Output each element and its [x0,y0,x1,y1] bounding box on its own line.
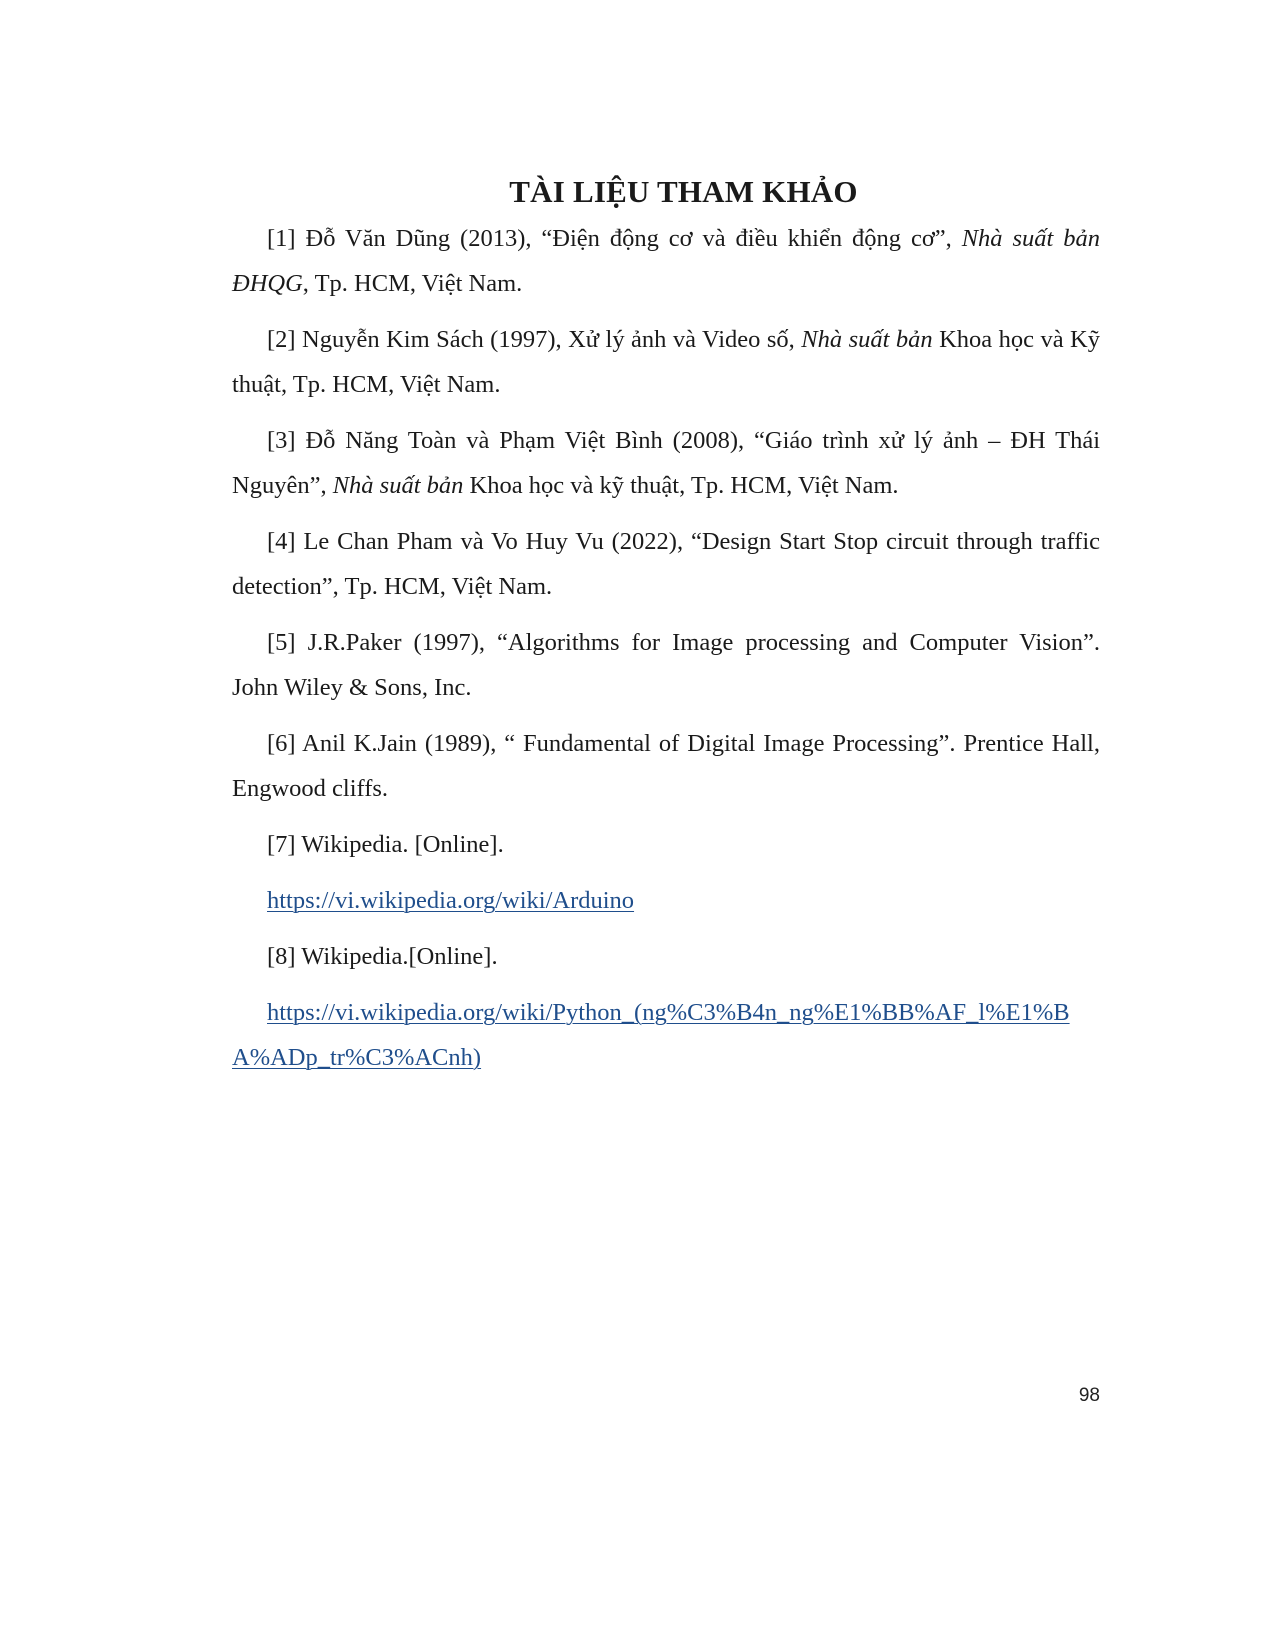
reference-text: Le Chan Pham và Vo Huy Vu (2022), “Design Start Stop circuit through traffic detection”, Tp. HCM, Việt Nam. [232,528,1100,600]
reference-label: [4] [267,528,296,555]
reference-list [232,216,1113,1091]
reference-label: [7] [267,831,296,858]
reference-label: [2] [267,326,296,353]
reference-text: Wikipedia. [Online]. [295,831,504,858]
page-title: TÀI LIỆU THAM KHẢO [509,174,858,209]
reference-text: Khoa học và Kỹ thuật, Tp. HCM, Việt Nam. [232,326,1100,398]
reference-item-4 [232,519,1100,609]
reference-item-8-link-line [232,990,1100,1080]
reference-item-2 [232,317,1100,407]
arduino-wiki-link[interactable]: https://vi.wikipedia.org/wiki/Arduino [267,887,635,914]
python-wiki-link[interactable]: https://vi.wikipedia.org/wiki/Python_(ng%C3%B4n_ng%E1%BB%AF_l%E1%BA%ADp_tr%C3%ACnh) [232,999,1070,1071]
reference-item-5 [232,620,1113,710]
reference-publisher: Nhà suất bản ĐHQG [232,225,1100,297]
reference-label: [8] [267,943,296,970]
reference-publisher: Nhà suất bản [332,472,464,499]
reference-text: J.R.Paker (1997), “Algorithms for Image processing and Computer Vision”. John Wiley & Sons, Inc. [232,629,1113,701]
page-number: 98 [1078,1385,1100,1406]
reference-text: Đỗ Văn Dũng (2013), “Điện động cơ và điều khiển động cơ”, [295,225,962,252]
reference-label: [1] [267,225,296,252]
reference-text: , Tp. HCM, Việt Nam. [302,270,523,297]
reference-item-1 [232,216,1100,306]
reference-text: Đỗ Năng Toàn và Phạm Việt Bình (2008), “Giáo trình xử lý ảnh – ĐH Thái Nguyên”, [232,427,1100,499]
reference-item-8 [232,934,1100,979]
reference-text: Khoa học và kỹ thuật, Tp. HCM, Việt Nam. [463,472,899,499]
reference-label: [6] [267,730,296,757]
reference-item-3 [232,418,1100,508]
reference-item-7-link-line [232,878,1100,923]
reference-item-6 [232,721,1100,811]
reference-label: [3] [267,427,296,454]
reference-publisher: Nhà suất bản [801,326,933,353]
reference-label: [5] [267,629,296,656]
reference-text: Nguyễn Kim Sách (1997), Xử lý ảnh và Video số, [295,326,802,353]
reference-item-7 [232,822,1100,867]
reference-text: Wikipedia.[Online]. [295,943,498,970]
reference-text: Anil K.Jain (1989), “ Fundamental of Digital Image Processing”. Prentice Hall, Engwood cliffs. [232,730,1100,802]
